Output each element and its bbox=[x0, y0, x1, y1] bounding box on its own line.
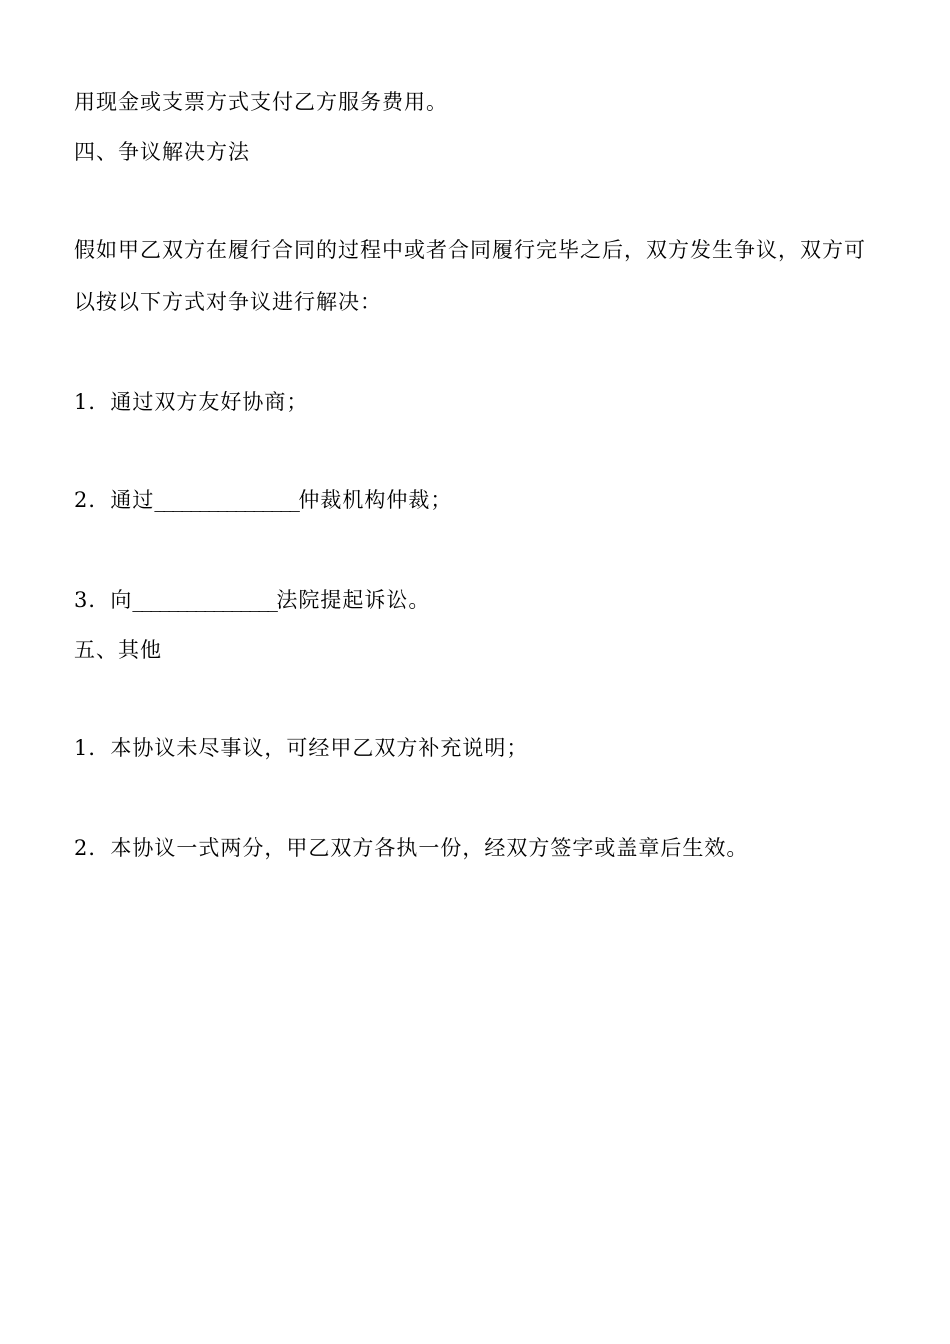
list-item-arbitration-prefix: 2．通过 bbox=[74, 488, 155, 512]
list-item-litigation-suffix: 法院提起诉讼。 bbox=[276, 588, 431, 612]
list-item-litigation bbox=[74, 586, 430, 614]
list-item-supplement: 1．本协议未尽事议，可经甲乙双方补充说明； bbox=[74, 736, 529, 760]
section-heading-dispute: 四、争议解决方法 bbox=[74, 140, 250, 164]
paragraph-dispute-line2: 以按以下方式对争议进行解决： bbox=[74, 290, 382, 314]
section-heading-other: 五、其他 bbox=[74, 638, 162, 662]
list-item-effective: 2．本协议一式两分，甲乙双方各执一份，经双方签字或盖章后生效。 bbox=[74, 836, 749, 860]
list-item-arbitration-suffix: 仲裁机构仲裁； bbox=[298, 488, 453, 512]
list-item-litigation-prefix: 3．向 bbox=[74, 588, 133, 612]
paragraph-dispute-line1: 假如甲乙双方在履行合同的过程中或者合同履行完毕之后，双方发生争议，双方可 bbox=[74, 238, 866, 262]
arbitration-blank: ________________ bbox=[154, 488, 299, 512]
paragraph-payment: 用现金或支票方式支付乙方服务费用。 bbox=[74, 90, 448, 114]
court-blank: ________________ bbox=[132, 588, 277, 612]
list-item-arbitration bbox=[74, 486, 452, 514]
list-item-negotiation: 1．通过双方友好协商； bbox=[74, 390, 309, 414]
